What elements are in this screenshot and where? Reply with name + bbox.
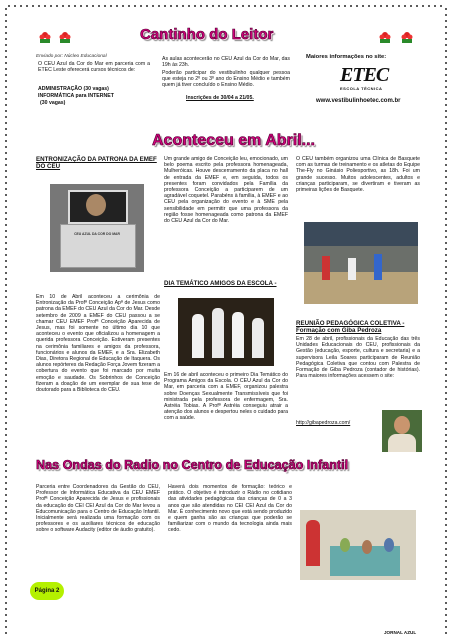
section-title-cantinho: Cantinho do Leitor (140, 26, 274, 43)
article-body-radio-parceria: Parceria entre Coordenadores da Gestão do CEU, Professor de Informática Educativa da CEU EMEF Profª Conceição Aparecida de Jesus e profissionais da educação do CEI CEI Azul da Cor do Mar levou a Educomunicação para o Centro de Educação Infantil. Inicialmente será realizada uma formação com os professores e os auxiliares técnicos de educação sobre o software Audacity (editor de áudio gratuito). (36, 484, 160, 534)
article-heading-dia-tematico: DIA TEMÁTICO AMIGOS DA ESCOLA - (164, 280, 277, 287)
giba-pedroza-link[interactable]: http://gibapedroza.com/ (296, 420, 351, 426)
etec-intro-text: O CEU Azul da Cor do Mar em parceria com a ETEC Leste oferecerá cursos técnicos de: (38, 61, 150, 74)
classes-schedule-text: As aulas acontecerão no CEU Azul da Cor do Mar, das 19h às 23h. (162, 56, 290, 69)
more-info-label: Maiores informações no site: (306, 54, 387, 60)
basketball-clinic-photo (304, 222, 418, 304)
article-body-reuniao-pedagogica: Em 28 de abril, profissionais da Educação das três Unidades Educacionais do CEU, profissionais da Gestão (educação, esporte, cultura e secretaria) e a supervisora Leila Soares participaram de Reunião Pedagógica Coletiva que contou com Palestra de Formação de Giba Pedroza (contador de histórias). Para maiores informações acessem o site: (296, 336, 420, 380)
dotted-border-right (444, 6, 448, 634)
sent-by-note: Enviado por: Núcleo Educacional (36, 54, 107, 59)
vestibulinho-eligibility-text: Poderão participar do vestibulinho qualquer pessoa que esteja no 2º ou 3º ano do Ensino Médio e também quem já tiver concluído o Ensino Médio. (162, 70, 290, 89)
article-body-basquete: O CEU também organizou uma Clínica de Basquete com as turmas de treinamento e os atletas do Equipe The-Fly no Ginásio Poliesportivo, as 18h. Foi um grande sucesso. Muitos adolescentes, adultos e crianças participaram, se divertiram e tiveram as primeiras lições de Basquete. (296, 156, 420, 194)
article-body-entronizacao: Em 10 de Abril aconteceu a cerimônia de Entronização da Profª Conceição Apª de Jesus como patrona da EMEF do CEU Azul da Cor do Mar. Desde setembro de 2009 a EMEF do CEU passou a se chamar CEU EMEF Profª Conceição Aparecida de Jesus, mas foi somente no último dia 10 que aconteceu o evento que oficializou a homenagem a querida professora Conceição. Estiveram presentes na cerimônia familiares e amigos da professora, funcionários e alunos da EMEF, e a Sra. Elizabeth Dias, Diretora Regional de Educação de Itaquera. Os alunos repórteres da Redação Força Jovem fizeram a cobertura do evento que foi marcado por muita emoção e saudade. Os Sobrinhos de Conceição fizeram a doação de um exemplar de sua tese de doutorado para a Biblioteca do CEU. (36, 294, 160, 394)
flower-icon (58, 30, 72, 44)
flower-icon (400, 30, 414, 44)
plaque-inscription: CEU AZUL DA COR DO MAR (74, 232, 120, 236)
dotted-border-left (4, 6, 8, 634)
article-heading-entronizacao: ENTRONIZAÇÃO DA PATRONA DA EMEF DO CEU (36, 156, 157, 171)
section-title-aconteceu: Aconteceu em Abril... (152, 132, 315, 149)
flower-icon (378, 30, 392, 44)
radio-classroom-photo (300, 510, 416, 580)
course-informatica: INFORMÁTICA para INTERNET (38, 93, 114, 99)
course-informatica-vagas: (30 vagas) (40, 100, 66, 106)
etec-logo (340, 64, 398, 94)
article-body-radio-objetivo: Haverá dois momentos de formação: teórico e prático. O objetivo é introduzir o Rádio no cotidiano das atividades pedagógicas das crianças de 0 a 3 anos que são atendidas no CEI CEI Azul da Cor do Mar. É conhecimento novo que está sendo produzido e quem ganha são as crianças que poderão se familiarizar com o mundo da tecnologia ainda mais cedo. (168, 484, 292, 534)
dotted-border-top (6, 4, 446, 8)
section-title-nas-ondas: Nas Ondas do Radio no Centro de Educação Infantil (36, 458, 349, 472)
article-body-dia-tematico: Em 16 de abril aconteceu o primeiro Dia Temático do Programa Amigos da Escola. O CEU Azul da Cor do Mar, em parceria com a EMEF, organizou palestra sobre Doenças Sexualmente Transmissíveis que foi ministrada pela professora de enfermagem, Sra. Astréia Tobias. A Profª Astréia conseguiu atrair a atenção dos alunos e despertou neles o cuidado para com a saúde. (164, 372, 288, 422)
etec-logo-text: ETEC (340, 64, 389, 86)
etec-website-link[interactable]: www.vestibulinhoetec.com.br (316, 98, 401, 104)
giba-pedroza-portrait (382, 410, 422, 452)
students-presentation-photo (178, 298, 274, 366)
article-body-poem-ceremony: Um grande amigo de Conceição leu, emocionado, um belo poema escrito pela professora homenageada, Mulheróicas. Houve descerramento da placa no hall de entrada da EMEF e, em seguida, todos os presentes foram convidados pela Família da professora Conceição a participarem de um agradável coquetel. Parabéns à família, à EMEF e ao CEU pela organização do evento e à SME pela sensibilidade em permitir que uma professora da região fosse homenageada como patrona da EMEF do CEU Azul da Cor do Mar. (164, 156, 288, 225)
registration-deadline: Inscrições de 30/04 a 21/05. (186, 95, 254, 101)
etec-logo-subtitle: ESCOLA TÉCNICA (340, 86, 383, 91)
flower-icon (38, 30, 52, 44)
plaque-photo (50, 184, 144, 272)
page-number-badge: Página 2 (30, 582, 64, 600)
footer-brand: JORNAL AZUL (384, 630, 417, 635)
article-heading-reuniao-pedagogica: REUNIÃO PEDAGÓGICA COLETIVA - Formação com Giba Pedroza (296, 320, 405, 335)
course-administracao: ADMINISTRAÇÃO (30 vagas) (38, 86, 109, 92)
